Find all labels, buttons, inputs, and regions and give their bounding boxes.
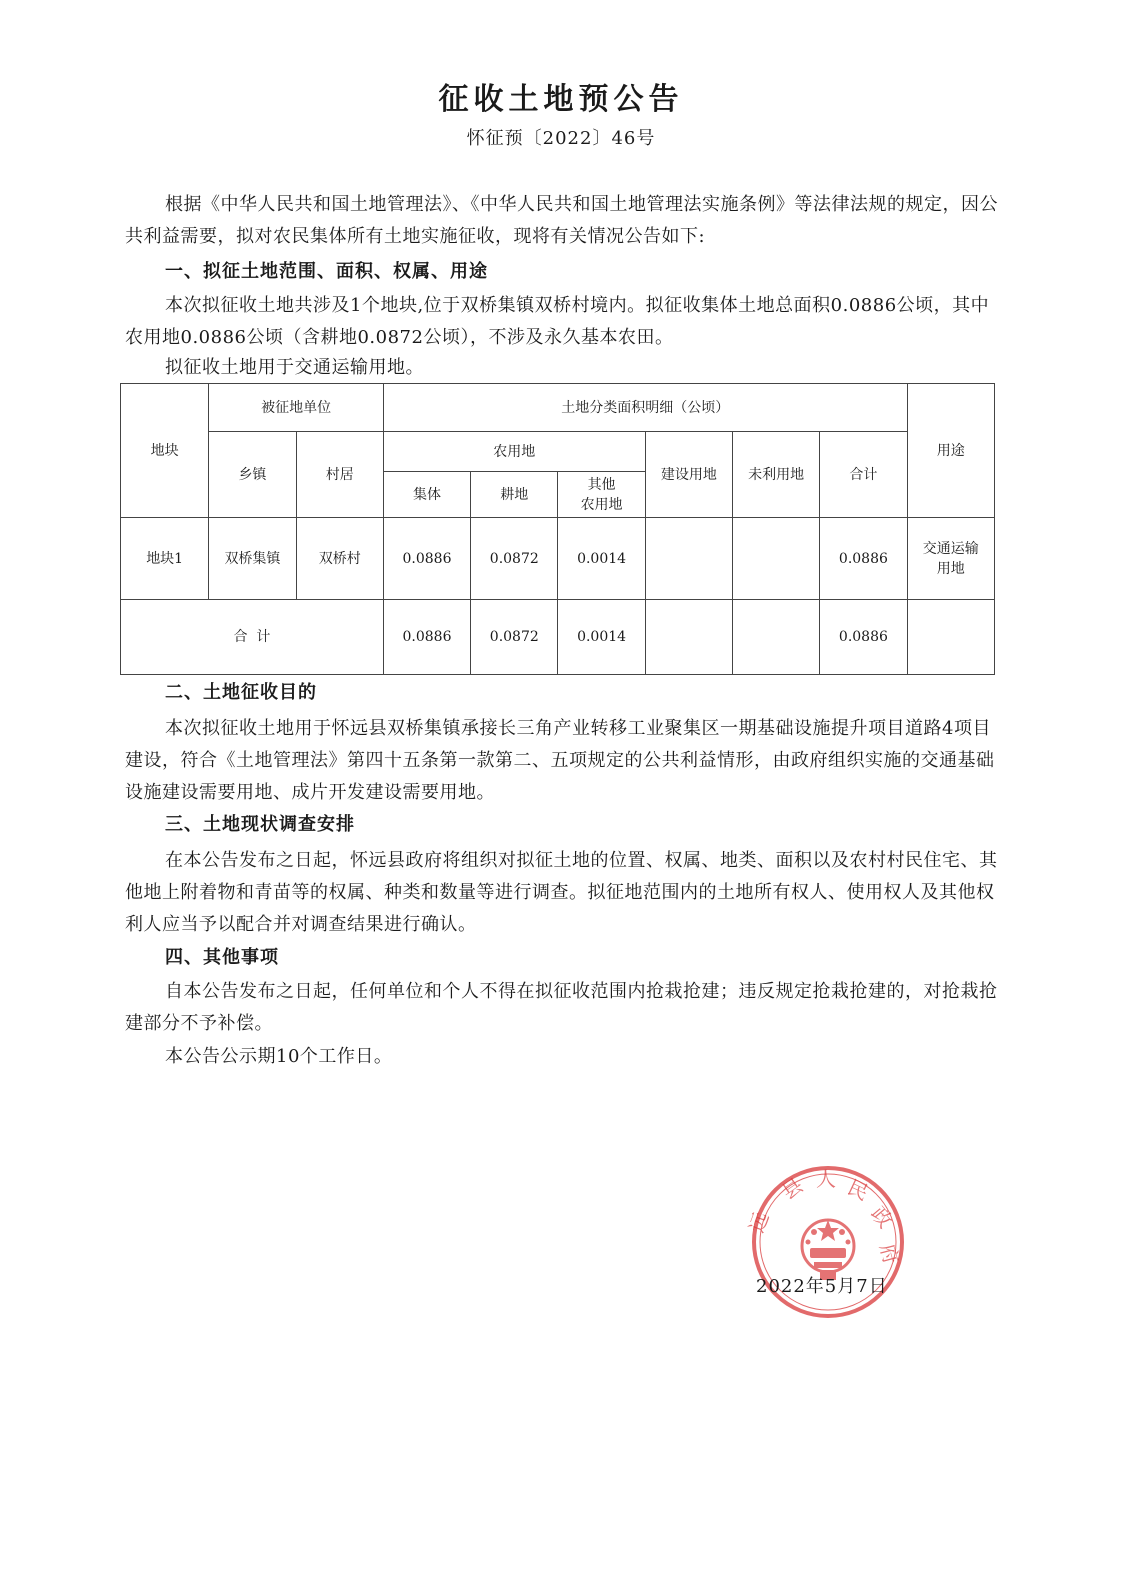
header-collective: 集体 bbox=[383, 472, 470, 518]
table-sum-row bbox=[121, 600, 995, 675]
svg-text:县: 县 bbox=[777, 1172, 808, 1205]
section1-paragraph-1: 本次拟征收土地共涉及1个地块,位于双桥集镇双桥村境内。拟征收集体土地总面积0.0886公顷，其中农用地0.0886公顷（含耕地0.0872公顷），不涉及永久基本农田。 bbox=[125, 295, 990, 348]
sum-unused bbox=[732, 600, 819, 675]
header-village: 村居 bbox=[296, 432, 383, 518]
header-other-agricultural: 其他 农用地 bbox=[558, 472, 645, 518]
cell-total: 0.0886 bbox=[820, 518, 907, 600]
cell-usage: 交通运输 用地 bbox=[907, 518, 994, 600]
header-expropriated-unit: 被征地单位 bbox=[209, 384, 384, 432]
header-agricultural: 农用地 bbox=[383, 432, 645, 472]
official-seal-icon bbox=[744, 1162, 908, 1322]
svg-text:人: 人 bbox=[816, 1167, 836, 1191]
section4-paragraph-1: 自本公告发布之日起，任何单位和个人不得在拟征收范围内抢栽抢建；违反规定抢栽抢建的，对抢栽抢建部分不予补偿。 bbox=[125, 981, 998, 1034]
section1-heading: 一、拟征土地范围、面积、权属、用途 bbox=[165, 261, 488, 282]
sum-other: 0.0014 bbox=[558, 600, 645, 675]
header-unused: 未利用地 bbox=[732, 432, 819, 518]
section2-heading: 二、土地征收目的 bbox=[165, 682, 317, 703]
section2-paragraph-1: 本次拟征收土地用于怀远县双桥集镇承接长三角产业转移工业聚集区一期基础设施提升项目道路4项目建设，符合《土地管理法》第四十五条第一款第二、五项规定的公共利益情形，由政府组织实施的交通基础设施建设需要用地、成片开发建设需要用地。 bbox=[125, 718, 995, 803]
svg-text:政: 政 bbox=[866, 1201, 898, 1233]
sum-collective: 0.0886 bbox=[383, 600, 470, 675]
header-usage: 用途 bbox=[907, 384, 994, 518]
cell-village: 双桥村 bbox=[296, 518, 383, 600]
header-town: 乡镇 bbox=[209, 432, 296, 518]
signature-date: 2022年5月7日 bbox=[756, 1276, 888, 1297]
sum-arable: 0.0872 bbox=[471, 600, 558, 675]
header-total: 合计 bbox=[820, 432, 907, 518]
intro-paragraph: 根据《中华人民共和国土地管理法》、《中华人民共和国土地管理法实施条例》等法律法规的规定，因公共利益需要，拟对农民集体所有土地实施征收，现将有关情况公告如下: bbox=[125, 194, 998, 247]
header-area-detail: 土地分类面积明细（公顷） bbox=[383, 384, 907, 432]
table-row bbox=[121, 518, 995, 600]
section4-paragraph-2: 本公告公示期10个工作日。 bbox=[165, 1046, 393, 1067]
svg-text:远: 远 bbox=[744, 1208, 774, 1236]
document-number: 怀征预〔2022〕46号 bbox=[466, 128, 656, 149]
cell-town: 双桥集镇 bbox=[209, 518, 296, 600]
cell-arable: 0.0872 bbox=[471, 518, 558, 600]
cell-collective: 0.0886 bbox=[383, 518, 470, 600]
section1-paragraph-2: 拟征收土地用于交通运输用地。 bbox=[165, 357, 424, 378]
sum-usage bbox=[907, 600, 994, 675]
svg-text:民: 民 bbox=[843, 1174, 873, 1205]
section4-heading: 四、其他事项 bbox=[165, 947, 279, 968]
land-area-table bbox=[120, 383, 995, 675]
section3-paragraph-1: 在本公告发布之日起，怀远县政府将组织对拟征土地的位置、权属、地类、面积以及农村村民住宅、其他地上附着物和青苗等的权属、种类和数量等进行调查。拟征地范围内的土地所有权人、使用权人及其他权利人应当予以配合并对调查结果进行确认。 bbox=[125, 850, 998, 935]
header-construction: 建设用地 bbox=[645, 432, 732, 518]
cell-other: 0.0014 bbox=[558, 518, 645, 600]
sum-construction bbox=[645, 600, 732, 675]
svg-text:府: 府 bbox=[875, 1241, 904, 1267]
sum-label: 合 计 bbox=[121, 600, 384, 675]
section3-heading: 三、土地现状调查安排 bbox=[165, 814, 355, 835]
cell-construction bbox=[645, 518, 732, 600]
header-plot: 地块 bbox=[121, 384, 209, 518]
cell-unused bbox=[732, 518, 819, 600]
header-arable: 耕地 bbox=[471, 472, 558, 518]
cell-plot: 地块1 bbox=[121, 518, 209, 600]
page-title: 征收土地预公告 bbox=[438, 82, 684, 117]
sum-total: 0.0886 bbox=[820, 600, 907, 675]
